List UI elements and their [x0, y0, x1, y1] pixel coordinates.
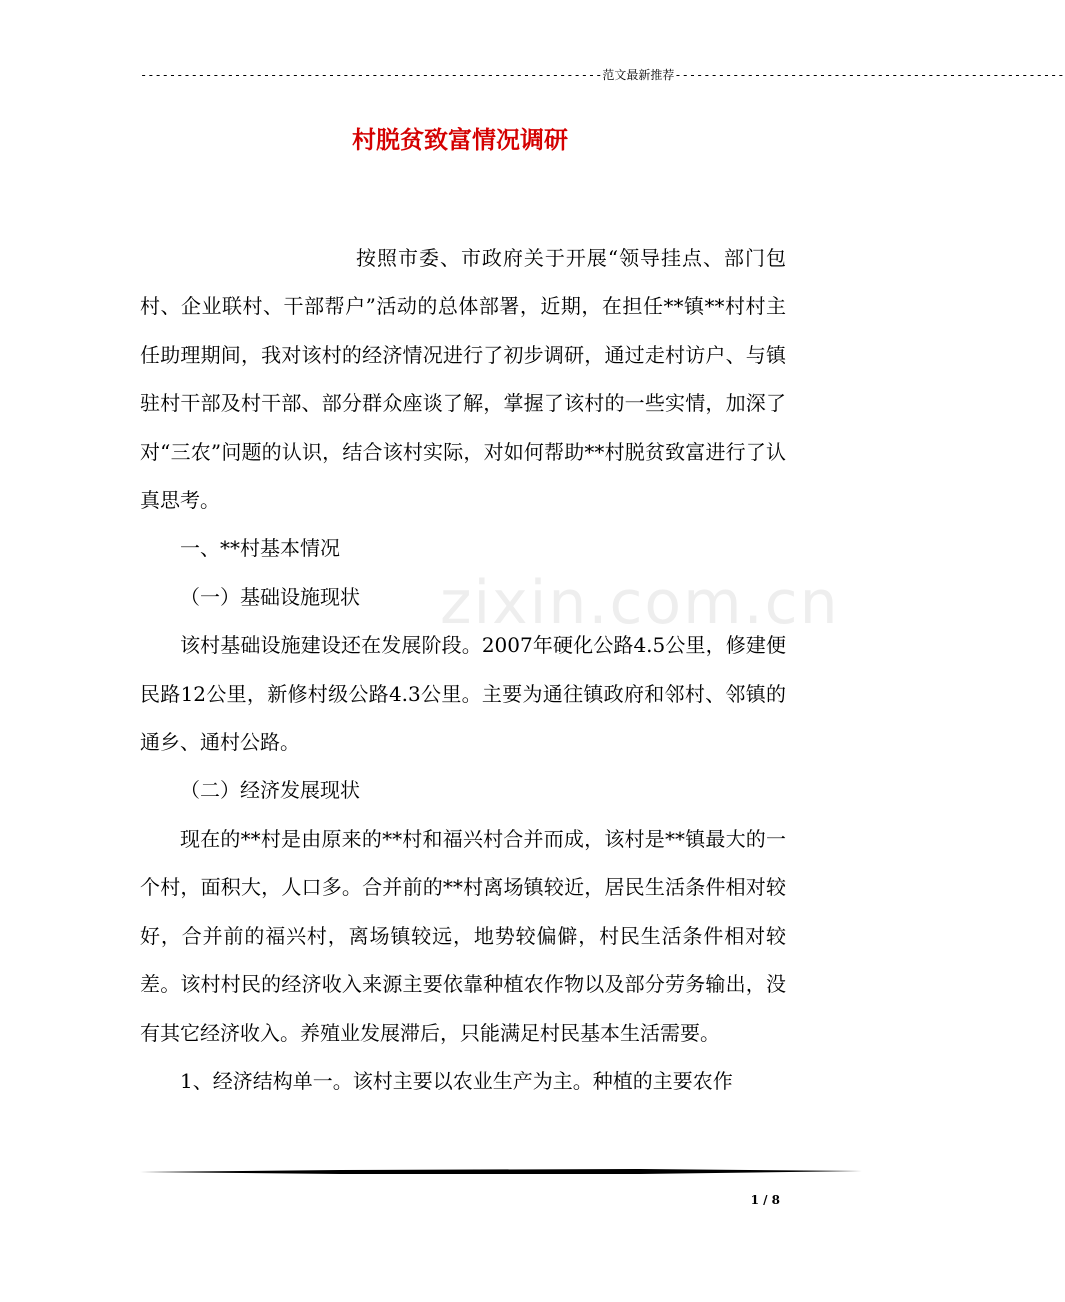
subsection-heading-economy: （二）经济发展现状	[180, 778, 360, 803]
document-title: 村脱贫致富情况调研	[352, 125, 568, 154]
paragraph-economy: 现在的**村是由原来的**村和福兴村合并而成，该村是**镇最大的一个村，面积大，人口多。合并前的**村离场镇较近，居民生活条件相对较好，合并前的福兴村，离场镇较远，地势较偏僻，村民生活条件相对较差。该村村民的经济收入来源主要依靠种植农作物以及部分劳务输出，没有其它经济收入。养殖业发展滞后，只能满足村民基本生活需要。	[140, 826, 786, 1045]
page-number: 1 / 8	[750, 1193, 780, 1207]
paragraph-economic-structure: 1、经济结构单一。该村主要以农业生产为主。种植的主要农作	[180, 1068, 733, 1093]
footer-rule	[140, 1168, 862, 1176]
watermark: zixin.com.cn	[440, 568, 840, 638]
document-body	[140, 234, 786, 1105]
section-heading-1: 一、**村基本情况	[180, 536, 340, 561]
subsection-heading-infrastructure: （一）基础设施现状	[180, 584, 360, 609]
page-header: ----------------------------------------------------------------范文最新推荐------------------------------------------------------	[140, 68, 1065, 82]
paragraph-intro: 按照市委、市政府关于开展“领导挂点、部门包村、企业联村、干部帮户”活动的总体部署，近期，在担任**镇**村村主任助理期间，我对该村的经济情况进行了初步调研，通过走村访户、与镇驻村干部及村干部、部分群众座谈了解，掌握了该村的一些实情，加深了对“三农”问题的认识，结合该村实际，对如何帮助**村脱贫致富进行了认真思考。	[140, 246, 786, 513]
paragraph-infrastructure: 该村基础设施建设还在发展阶段。2007年硬化公路4.5公里，修建便民路12公里，新修村级公路4.3公里。主要为通往镇政府和邻村、邻镇的通乡、通村公路。	[140, 633, 786, 755]
